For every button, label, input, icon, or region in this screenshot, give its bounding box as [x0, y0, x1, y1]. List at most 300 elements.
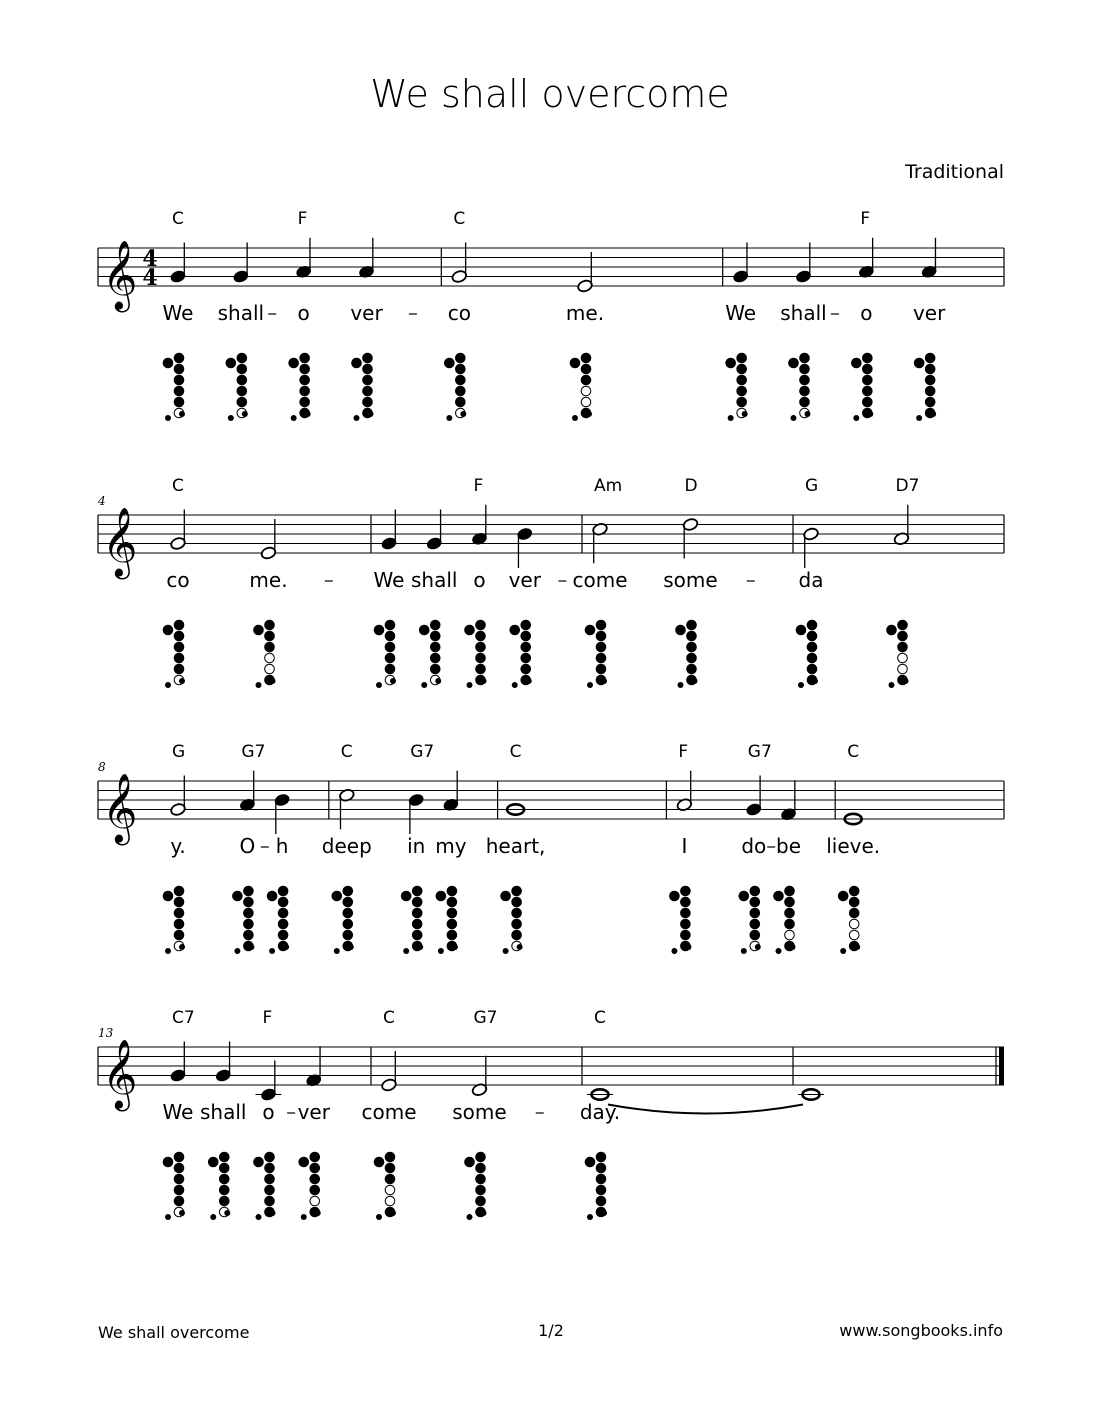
fingering-low-hole: [467, 1214, 473, 1220]
tie: [608, 1105, 803, 1114]
footer-website: www.songbooks.info: [839, 1321, 1003, 1340]
fingering-hole: [800, 386, 810, 396]
fingering-hole: [863, 364, 873, 374]
fingering-thumb-hole: [887, 625, 897, 635]
recorder-fingering-chart: [401, 886, 423, 954]
fingering-low-hole: [301, 1214, 307, 1220]
fingering-hole: [596, 1174, 606, 1184]
fingering-hole: [863, 397, 873, 407]
fingering-thumb-hole: [332, 891, 342, 901]
fingering-thumb-hole: [445, 358, 455, 368]
fingering-low-hole: [438, 948, 444, 954]
fingering-thumb-hole: [852, 358, 862, 368]
fingering-low-hole: [435, 678, 441, 684]
chord-symbol: C: [383, 1008, 395, 1028]
fingering-low-hole: [368, 411, 374, 417]
fingering-low-hole: [269, 948, 275, 954]
fingering-thumb-hole: [163, 1157, 173, 1167]
fingering-hole: [476, 1152, 486, 1162]
fingering-hole: [300, 353, 310, 363]
recorder-fingering-chart: [226, 353, 248, 421]
lyric-syllable: some: [452, 1100, 507, 1124]
fingering-hole: [687, 642, 697, 652]
fingering-hole: [310, 1174, 320, 1184]
fingering-hole: [687, 631, 697, 641]
fingering-low-hole: [179, 944, 185, 950]
fingering-hole: [300, 375, 310, 385]
fingering-hole: [174, 375, 184, 385]
fingering-hole: [343, 908, 353, 918]
chord-symbol: F: [678, 742, 689, 762]
fingering-thumb-hole: [570, 358, 580, 368]
fingering-hole: [174, 919, 184, 929]
treble-clef: 𝄞: [102, 773, 138, 843]
recorder-fingering-chart: [299, 1152, 321, 1220]
recorder-fingering-chart: [774, 886, 796, 954]
treble-clef: 𝄞: [102, 240, 138, 310]
lyric-syllable: heart,: [485, 834, 546, 858]
fingering-hole: [521, 653, 531, 663]
fingering-thumb-hole: [676, 625, 686, 635]
fingering-thumb-hole: [726, 358, 736, 368]
fingering-thumb-hole: [838, 891, 848, 901]
measure-number: 13: [98, 1026, 114, 1040]
fingering-hole: [385, 1196, 395, 1206]
fingering-hole: [596, 1196, 606, 1206]
fingering-hole: [447, 930, 457, 940]
fingering-hole: [476, 1174, 486, 1184]
fingering-low-hole: [586, 411, 592, 417]
measure-number: 8: [98, 760, 106, 774]
fingering-low-hole: [179, 1210, 185, 1216]
fingering-hole: [681, 919, 691, 929]
recorder-fingering-chart: [267, 886, 289, 954]
fingering-thumb-hole: [419, 625, 429, 635]
fingering-hole: [174, 664, 184, 674]
fingering-hole: [807, 642, 817, 652]
fingering-hole: [785, 919, 795, 929]
recorder-fingering-chart: [332, 886, 354, 954]
fingering-hole: [512, 908, 522, 918]
staff-system: [98, 209, 1004, 421]
fingering-hole: [174, 1185, 184, 1195]
fingering-hole: [456, 364, 466, 374]
fingering-hole: [244, 930, 254, 940]
fingering-low-hole: [403, 948, 409, 954]
fingering-hole: [596, 1185, 606, 1195]
fingering-hole: [385, 653, 395, 663]
fingering-hole: [430, 664, 440, 674]
fingering-hole: [800, 397, 810, 407]
chord-symbol: C7: [172, 1008, 195, 1028]
lyric-syllable: do: [741, 834, 767, 858]
fingering-hole: [800, 375, 810, 385]
fingering-low-hole: [916, 415, 922, 421]
chord-symbol: D7: [895, 476, 920, 496]
fingering-hole: [925, 364, 935, 374]
fingering-hole: [849, 908, 859, 918]
fingering-hole: [385, 1174, 395, 1184]
fingering-hole: [174, 897, 184, 907]
fingering-hole: [174, 1163, 184, 1173]
fingering-hole: [898, 642, 908, 652]
final-barline-thick: [999, 1047, 1004, 1085]
fingering-hole: [430, 653, 440, 663]
fingering-low-hole: [467, 682, 473, 688]
fingering-hole: [737, 353, 747, 363]
chord-symbol: D: [684, 476, 698, 496]
recorder-fingering-chart: [585, 620, 607, 688]
fingering-hole: [363, 353, 373, 363]
fingering-hole: [174, 364, 184, 374]
fingering-hole: [265, 653, 275, 663]
fingering-low-hole: [685, 944, 691, 950]
fingering-hole: [596, 1163, 606, 1173]
lyric-syllable: We: [162, 301, 194, 325]
fingering-hole: [237, 386, 247, 396]
fingering-thumb-hole: [436, 891, 446, 901]
fingering-hole: [581, 397, 591, 407]
staff-system: [98, 742, 1004, 954]
fingering-thumb-hole: [163, 358, 173, 368]
fingering-thumb-hole: [501, 891, 511, 901]
fingering-low-hole: [376, 682, 382, 688]
recorder-fingering-chart: [436, 886, 458, 954]
chord-symbol: F: [262, 1008, 273, 1028]
fingering-hole: [265, 1174, 275, 1184]
fingering-thumb-hole: [208, 1157, 218, 1167]
fingering-hole: [512, 919, 522, 929]
fingering-hole: [581, 353, 591, 363]
fingering-hole: [237, 353, 247, 363]
composer-credit: Traditional: [905, 161, 1004, 183]
chord-symbol: G: [805, 476, 819, 496]
fingering-low-hole: [256, 682, 262, 688]
fingering-low-hole: [840, 948, 846, 954]
fingering-hole: [265, 1185, 275, 1195]
lyric-syllable: shall: [411, 568, 458, 592]
fingering-hole: [265, 631, 275, 641]
fingering-hole: [456, 397, 466, 407]
fingering-hole: [265, 664, 275, 674]
lyric-syllable: I: [681, 834, 688, 858]
fingering-hole: [343, 919, 353, 929]
fingering-hole: [737, 375, 747, 385]
fingering-thumb-hole: [254, 625, 264, 635]
chord-symbol: G7: [747, 742, 772, 762]
fingering-low-hole: [348, 944, 354, 950]
fingering-hole: [310, 1152, 320, 1162]
fingering-hole: [785, 886, 795, 896]
fingering-hole: [800, 353, 810, 363]
fingering-low-hole: [671, 948, 677, 954]
fingering-hole: [385, 1185, 395, 1195]
recorder-fingering-chart: [852, 353, 874, 421]
fingering-low-hole: [805, 411, 811, 417]
fingering-hole: [807, 620, 817, 630]
fingering-hole: [863, 375, 873, 385]
fingering-hole: [412, 908, 422, 918]
fingering-hole: [265, 1163, 275, 1173]
recorder-fingering-chart: [739, 886, 761, 954]
fingering-hole: [925, 397, 935, 407]
chord-symbol: G: [172, 742, 186, 762]
fingering-hole: [476, 631, 486, 641]
fingering-hole: [412, 886, 422, 896]
lyric-syllable: y.: [170, 834, 186, 858]
fingering-hole: [363, 386, 373, 396]
fingering-hole: [750, 897, 760, 907]
fingering-thumb-hole: [670, 891, 680, 901]
fingering-low-hole: [270, 1210, 276, 1216]
fingering-hole: [898, 620, 908, 630]
fingering-hole: [310, 1196, 320, 1206]
fingering-low-hole: [481, 1210, 487, 1216]
fingering-hole: [278, 919, 288, 929]
fingering-hole: [430, 620, 440, 630]
fingering-hole: [430, 631, 440, 641]
fingering-low-hole: [224, 1210, 230, 1216]
fingering-hole: [363, 364, 373, 374]
fingering-hole: [174, 653, 184, 663]
lyric-syllable: deep: [321, 834, 372, 858]
recorder-fingering-chart: [465, 1152, 487, 1220]
chord-symbol: C: [340, 742, 353, 762]
chord-symbol: C: [509, 742, 522, 762]
chord-symbol: C: [594, 1008, 606, 1028]
fingering-hole: [750, 908, 760, 918]
lyric-syllable: in: [407, 834, 426, 858]
fingering-hole: [596, 631, 606, 641]
fingering-thumb-hole: [163, 891, 173, 901]
fingering-low-hole: [853, 415, 859, 421]
fingering-low-hole: [256, 1214, 262, 1220]
lyric-syllable: come: [361, 1100, 417, 1124]
song-title: We shall overcome: [370, 72, 730, 116]
fingering-hole: [343, 930, 353, 940]
recorder-fingering-chart: [208, 1152, 230, 1220]
fingering-hole: [456, 375, 466, 385]
recorder-fingering-chart: [914, 353, 936, 421]
fingering-thumb-hole: [510, 625, 520, 635]
fingering-hole: [687, 620, 697, 630]
fingering-hole: [265, 642, 275, 652]
fingering-low-hole: [512, 682, 518, 688]
fingering-hole: [237, 375, 247, 385]
fingering-low-hole: [867, 411, 873, 417]
chord-symbol: G7: [241, 742, 266, 762]
fingering-hole: [596, 664, 606, 674]
fingering-hole: [521, 642, 531, 652]
lyric-syllable: come: [572, 568, 628, 592]
recorder-fingering-chart: [254, 1152, 276, 1220]
fingering-hole: [385, 664, 395, 674]
fingering-low-hole: [242, 411, 248, 417]
fingering-hole: [581, 386, 591, 396]
fingering-hole: [863, 386, 873, 396]
lyric-syllable: be: [776, 834, 801, 858]
fingering-hole: [385, 642, 395, 652]
fingering-low-hole: [210, 1214, 216, 1220]
footer-song-title: We shall overcome: [98, 1323, 250, 1342]
fingering-low-hole: [587, 682, 593, 688]
fingering-hole: [681, 886, 691, 896]
recorder-fingering-chart: [670, 886, 692, 954]
fingering-hole: [310, 1185, 320, 1195]
fingering-hole: [447, 919, 457, 929]
fingering-hole: [174, 642, 184, 652]
fingering-hole: [476, 642, 486, 652]
fingering-low-hole: [234, 948, 240, 954]
fingering-thumb-hole: [585, 1157, 595, 1167]
staff-system: [97, 476, 1004, 688]
treble-clef: 𝄞: [102, 507, 138, 577]
chord-symbol: G7: [473, 1008, 498, 1028]
fingering-low-hole: [354, 415, 360, 421]
fingering-hole: [300, 386, 310, 396]
fingering-hole: [750, 886, 760, 896]
fingering-hole: [456, 386, 466, 396]
recorder-fingering-chart: [419, 620, 441, 688]
fingering-hole: [174, 386, 184, 396]
fingering-hole: [476, 1163, 486, 1173]
recorder-fingering-chart: [465, 620, 487, 688]
fingering-low-hole: [334, 948, 340, 954]
fingering-hole: [237, 364, 247, 374]
recorder-fingering-chart: [374, 620, 396, 688]
fingering-hole: [925, 353, 935, 363]
fingering-low-hole: [728, 415, 734, 421]
recorder-fingering-chart: [796, 620, 818, 688]
recorder-fingering-chart: [676, 620, 698, 688]
fingering-thumb-hole: [254, 1157, 264, 1167]
recorder-fingering-chart: [254, 620, 276, 688]
recorder-fingering-chart: [163, 1152, 185, 1220]
recorder-fingering-chart: [585, 1152, 607, 1220]
fingering-hole: [219, 1196, 229, 1206]
fingering-hole: [800, 364, 810, 374]
fingering-hole: [244, 919, 254, 929]
fingering-hole: [237, 397, 247, 407]
fingering-thumb-hole: [163, 625, 173, 635]
fingering-low-hole: [742, 411, 748, 417]
time-signature-denominator: 4: [142, 265, 158, 291]
fingering-low-hole: [601, 1210, 607, 1216]
fingering-hole: [512, 930, 522, 940]
fingering-low-hole: [446, 415, 452, 421]
measure-number: 4: [98, 494, 106, 508]
fingering-hole: [785, 930, 795, 940]
fingering-hole: [596, 642, 606, 652]
fingering-low-hole: [165, 415, 171, 421]
fingering-thumb-hole: [914, 358, 924, 368]
lyric-syllable: shall: [780, 301, 827, 325]
recorder-fingering-chart: [374, 1152, 396, 1220]
fingering-hole: [265, 620, 275, 630]
fingering-low-hole: [417, 944, 423, 950]
fingering-hole: [807, 631, 817, 641]
chord-symbol: C: [847, 742, 860, 762]
fingering-thumb-hole: [374, 1157, 384, 1167]
fingering-low-hole: [421, 682, 427, 688]
fingering-hole: [750, 930, 760, 940]
fingering-hole: [898, 664, 908, 674]
fingering-low-hole: [930, 411, 936, 417]
fingering-hole: [456, 353, 466, 363]
fingering-low-hole: [179, 411, 185, 417]
fingering-hole: [785, 908, 795, 918]
lyric-syllable: h: [275, 834, 289, 858]
recorder-fingering-chart: [501, 886, 523, 954]
fingering-hole: [244, 908, 254, 918]
fingering-hole: [512, 897, 522, 907]
fingering-low-hole: [776, 948, 782, 954]
fingering-hole: [412, 930, 422, 940]
fingering-hole: [174, 620, 184, 630]
fingering-hole: [343, 886, 353, 896]
fingering-thumb-hole: [289, 358, 299, 368]
fingering-thumb-hole: [401, 891, 411, 901]
fingering-hole: [476, 1196, 486, 1206]
recorder-fingering-chart: [289, 353, 311, 421]
fingering-thumb-hole: [465, 625, 475, 635]
fingering-low-hole: [390, 678, 396, 684]
fingering-hole: [596, 1152, 606, 1162]
fingering-hole: [174, 1196, 184, 1206]
fingering-thumb-hole: [789, 358, 799, 368]
fingering-hole: [596, 620, 606, 630]
fingering-hole: [447, 908, 457, 918]
fingering-low-hole: [452, 944, 458, 950]
fingering-low-hole: [791, 415, 797, 421]
fingering-thumb-hole: [299, 1157, 309, 1167]
fingering-hole: [687, 664, 697, 674]
recorder-fingering-chart: [163, 886, 185, 954]
fingering-hole: [737, 386, 747, 396]
fingering-thumb-hole: [374, 625, 384, 635]
lyric-syllable: shall: [217, 301, 265, 325]
fingering-thumb-hole: [585, 625, 595, 635]
chord-symbol: C: [172, 476, 184, 496]
fingering-hole: [244, 886, 254, 896]
lyric-syllable: o: [297, 301, 310, 325]
recorder-fingering-chart: [163, 620, 185, 688]
lyric-syllable: me.: [565, 301, 605, 325]
fingering-hole: [174, 908, 184, 918]
fingering-thumb-hole: [465, 1157, 475, 1167]
fingering-low-hole: [601, 678, 607, 684]
fingering-hole: [219, 1152, 229, 1162]
footer-page-number: 1/2: [538, 1321, 564, 1340]
fingering-low-hole: [270, 678, 276, 684]
fingering-hole: [925, 375, 935, 385]
lyric-syllable: lieve.: [826, 834, 881, 858]
fingering-thumb-hole: [796, 625, 806, 635]
lyric-syllable: me.: [249, 568, 288, 592]
recorder-fingering-chart: [789, 353, 811, 421]
lyric-syllable: ver: [350, 301, 383, 325]
fingering-hole: [385, 631, 395, 641]
fingering-hole: [447, 897, 457, 907]
fingering-hole: [863, 353, 873, 363]
fingering-low-hole: [165, 682, 171, 688]
chord-symbol: C: [453, 209, 466, 229]
chord-symbol: C: [172, 209, 184, 229]
fingering-low-hole: [526, 678, 532, 684]
fingering-hole: [476, 1185, 486, 1195]
lyric-syllable: o: [262, 1100, 275, 1124]
fingering-low-hole: [291, 415, 297, 421]
